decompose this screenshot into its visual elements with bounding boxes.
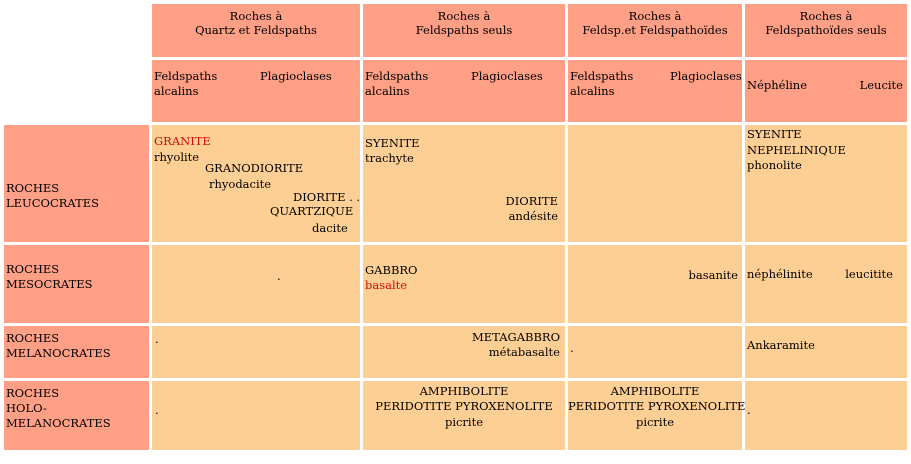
- header-title-line2: Feldspathoïdes seuls: [765, 23, 887, 37]
- cell-meso-feldspathoides: [745, 245, 907, 323]
- rock-granite: GRANITE: [154, 134, 211, 148]
- cell-leuco-feldspaths: [363, 125, 565, 242]
- rock-gabbro: GABBRO: [365, 263, 418, 277]
- row-label-line1: ROCHES: [6, 386, 60, 400]
- rock-dacite: dacite: [312, 221, 348, 235]
- header-title-line2: Quartz et Feldspaths: [195, 23, 317, 37]
- header-title-line1: Roches à: [799, 9, 853, 23]
- header-col-feldspathoides: [745, 4, 907, 57]
- cell-mela-feldsp-feldspathoides: [568, 326, 742, 378]
- rock-nephelinite: néphélinite: [747, 267, 813, 281]
- header-title-line1: Roches à: [437, 9, 491, 23]
- rock-amphibolite: AMPHIBOLITE: [610, 384, 700, 398]
- cell-holo-quartz: [152, 381, 360, 450]
- cell-meso-feldspaths: [363, 245, 565, 323]
- rock-diorite-quartzique-line1: DIORITE . .: [293, 190, 361, 204]
- rock-andesite: andésite: [508, 209, 558, 223]
- dot-mark: .: [747, 403, 751, 417]
- rock-basanite: basanite: [688, 268, 738, 282]
- row-label-line3: MELANOCRATES: [6, 416, 111, 430]
- header-col-quartz: [152, 4, 360, 57]
- rock-amphibolite: AMPHIBOLITE: [419, 384, 509, 398]
- rock-phonolite: phonolite: [747, 158, 802, 172]
- subheader-left-line2: alcalins: [570, 84, 615, 98]
- row-label-line2: HOLO-: [6, 401, 47, 415]
- row-label-leucocrates: [4, 125, 149, 242]
- rock-picrite: picrite: [444, 415, 484, 429]
- rock-syenite: SYENITE: [365, 136, 420, 150]
- row-label-line1: ROCHES: [6, 331, 60, 345]
- cell-leuco-feldsp-feldspathoides: [568, 125, 742, 242]
- dot-mark: .: [277, 269, 281, 283]
- rock-peridotite-pyroxenolite: PERIDOTITE PYROXENOLITE: [375, 399, 553, 413]
- rock-basalte: basalte: [365, 278, 408, 292]
- header-title-line2: Feldsp.et Feldspathoïdes: [582, 23, 728, 37]
- subheader-left-line2: alcalins: [365, 84, 410, 98]
- rock-trachyte: trachyte: [365, 151, 414, 165]
- row-label-line1: ROCHES: [6, 181, 60, 195]
- cell-meso-quartz: [152, 245, 360, 323]
- cell-mela-feldspaths: [363, 326, 565, 378]
- subheader-left-line1: Néphéline: [747, 78, 808, 92]
- rock-metagabbro: METAGABBRO: [472, 330, 560, 344]
- cell-mela-quartz: [152, 326, 360, 378]
- rock-rhyodacite: rhyodacite: [209, 177, 272, 191]
- row-label-line2: LEUCOCRATES: [6, 196, 100, 210]
- subheader-left-line1: Feldspaths: [154, 69, 218, 83]
- rock-ankaramite: Ankaramite: [747, 338, 815, 352]
- rock-syenite-nepheline-line1: SYENITE: [747, 127, 802, 141]
- subheader-left-line2: alcalins: [154, 84, 199, 98]
- rock-granodiorite: GRANODIORITE: [205, 161, 304, 175]
- subheader-right: Leucite: [859, 78, 903, 92]
- dot-mark: .: [570, 341, 574, 355]
- header-title-line1: Roches à: [628, 9, 682, 23]
- rock-picrite: picrite: [635, 415, 675, 429]
- dot-mark: .: [155, 403, 159, 417]
- cell-mela-feldspathoides: [745, 326, 907, 378]
- cell-leuco-feldspathoides: [745, 125, 907, 242]
- subheader-left-line1: Feldspaths: [570, 69, 634, 83]
- rock-metabasalte: métabasalte: [488, 345, 560, 359]
- header-col-feldsp-feldspathoides: [568, 4, 742, 57]
- subheader-feldspathoides: [745, 60, 907, 122]
- cell-meso-feldsp-feldspathoides: [568, 245, 742, 323]
- subheader-quartz: [152, 60, 360, 122]
- rock-syenite-nepheline-line2: NEPHELINIQUE: [747, 143, 846, 157]
- subheader-feldspaths: [363, 60, 565, 122]
- cell-holo-feldspathoides: [745, 381, 907, 450]
- row-label-mesocrates: [4, 245, 149, 323]
- rock-diorite-quartzique-line2: QUARTZIQUE: [270, 204, 354, 218]
- dot-mark: .: [155, 332, 159, 346]
- header-col-feldspaths: [363, 4, 565, 57]
- subheader-right: Plagioclases: [260, 69, 332, 83]
- row-label-line2: MESOCRATES: [6, 277, 93, 291]
- subheader-feldsp-feldspathoides: [568, 60, 742, 122]
- subheader-right: Plagioclases: [471, 69, 543, 83]
- rock-rhyolite: rhyolite: [154, 150, 200, 164]
- header-title-line1: Roches à: [229, 9, 283, 23]
- rock-peridotite-pyroxenolite: PERIDOTITE PYROXENOLITE: [568, 399, 746, 413]
- cell-leuco-quartz: [152, 125, 360, 242]
- rock-leucitite: leucitite: [845, 267, 893, 281]
- row-label-line1: ROCHES: [6, 262, 60, 276]
- cell-holo-feldspaths: [363, 381, 565, 450]
- row-label-holo-melanocrates: [4, 381, 149, 450]
- rock-diorite: DIORITE: [505, 194, 558, 208]
- subheader-right: Plagioclases: [670, 69, 742, 83]
- header-title-line2: Feldspaths seuls: [415, 23, 513, 37]
- row-label-melanocrates: [4, 326, 149, 378]
- subheader-left-line1: Feldspaths: [365, 69, 429, 83]
- cell-holo-feldsp-feldspathoides: [568, 381, 746, 450]
- row-label-line2: MELANOCRATES: [6, 346, 111, 360]
